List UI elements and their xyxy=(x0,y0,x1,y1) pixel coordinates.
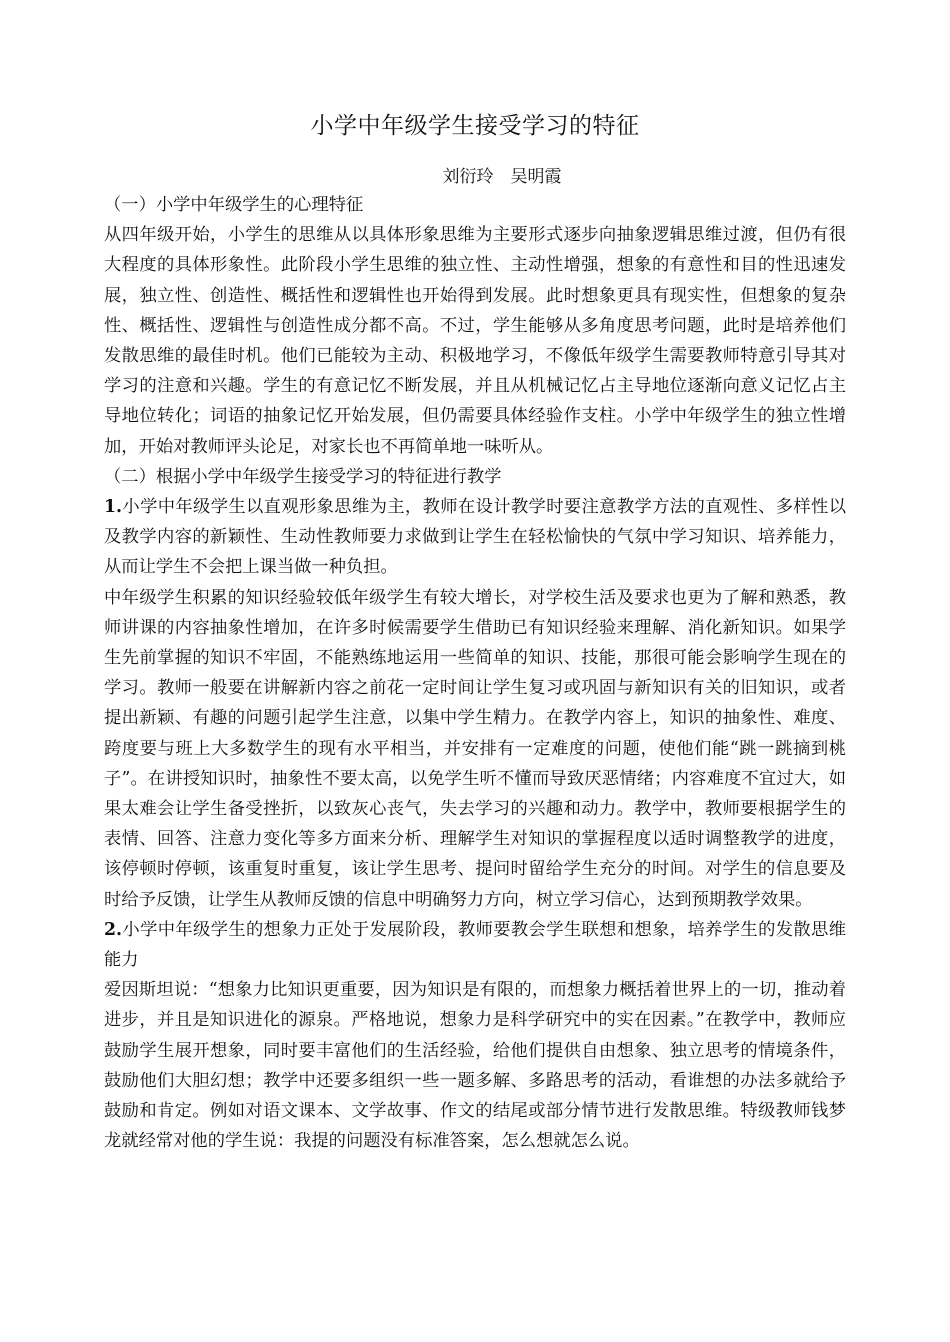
document-body xyxy=(104,190,846,1157)
point-number-2: 2. xyxy=(104,919,123,940)
point-lead-2: 小学中年级学生的想象力正处于发展阶段，教师要教会学生联想和想象，培养学生的发散思维能力 xyxy=(104,919,846,971)
section-heading-1: （一）小学中年级学生的心理特征 xyxy=(104,195,364,215)
section-1-paragraph: 从四年级开始，小学生的思维从以具体形象思维为主要形式逐步向抽象逻辑思维过渡，但仍有很大程度的具体形象性。此阶段小学生思维的独立性、主动性增强，想象的有意性和目的性迅速发展，独立性、创造性、概括性和逻辑性也开始得到发展。此时想象更具有现实性，但想象的复杂性、概括性、逻辑性与创造性成分都不高。不过，学生能够从多角度思考问题，此时是培养他们发散思维的最佳时机。他们已能较为主动、积极地学习，不像低年级学生需要教师特意引导其对学习的注意和兴趣。学生的有意记忆不断发展，并且从机械记忆占主导地位逐渐向意义记忆占主导地位转化；词语的抽象记忆开始发展，但仍需要具体经验作支柱。小学中年级学生的独立性增加，开始对教师评头论足，对家长也不再简单地一味听从。 xyxy=(104,225,846,457)
authors-line: 刘衍玲 吴明霞 xyxy=(442,167,562,187)
point-1-paragraph: 中年级学生积累的知识经验较低年级学生有较大增长，对学校生活及要求也更为了解和熟悉，教师讲课的内容抽象性增加，在许多时候需要学生借助已有知识经验来理解、消化新知识。如果学生先前掌握的知识不牢固，不能熟练地运用一些简单的知识、技能，那很可能会影响学生现在的学习。教师一般要在讲解新内容之前花一定时间让学生复习或巩固与新知识有关的旧知识，或者提出新颖、有趣的问题引起学生注意，以集中学生精力。在教学内容上，知识的抽象性、难度、跨度要与班上大多数学生的现有水平相当，并安排有一定难度的问题，使他们能“跳一跳摘到桃子”。在讲授知识时，抽象性不要太高，以免学生听不懂而导致厌恶情绪；内容难度不宜过大，如果太难会让学生备受挫折，以致灰心丧气，失去学习的兴趣和动力。教学中，教师要根据学生的表情、回答、注意力变化等多方面来分析、理解学生对知识的掌握程度以适时调整教学的进度，该停顿时停顿，该重复时重复，该让学生思考、提问时留给学生充分的时间。对学生的信息要及时给予反馈，让学生从教师反馈的信息中明确努力方向，树立学习信心，达到预期教学效果。 xyxy=(104,587,846,910)
numbered-point-2 xyxy=(104,915,846,975)
numbered-point-1 xyxy=(104,492,846,583)
point-number-1: 1. xyxy=(104,497,123,518)
section-heading-2: （二）根据小学中年级学生接受学习的特征进行教学 xyxy=(104,466,502,487)
point-2-paragraph: 爱因斯坦说：“想象力比知识更重要，因为知识是有限的，而想象力概括着世界上的一切，推动着进步，并且是知识进化的源泉。严格地说，想象力是科学研究中的实在因素。”在教学中，教师应鼓励学生展开想象，同时要丰富他们的生活经验，给他们提供自由想象、独立思考的情境条件，鼓励他们大胆幻想；教学中还要多组织一些一题多解、多路思考的活动，看谁想的办法多就给予鼓励和肯定。例如对语文课本、文学故事、作文的结尾或部分情节进行发散思维。特级教师钱梦龙就经常对他的学生说：我提的问题没有标准答案，怎么想就怎么说。 xyxy=(104,980,846,1152)
page-title: 小学中年级学生接受学习的特征 xyxy=(310,113,640,139)
point-lead-1: 小学中年级学生以直观形象思维为主，教师在设计教学时要注意教学方法的直观性、多样性以及教学内容的新颖性、生动性教师要力求做到让学生在轻松愉快的气氛中学习知识、培养能力，从而让学生不会把上课当做一种负担。 xyxy=(104,497,846,578)
